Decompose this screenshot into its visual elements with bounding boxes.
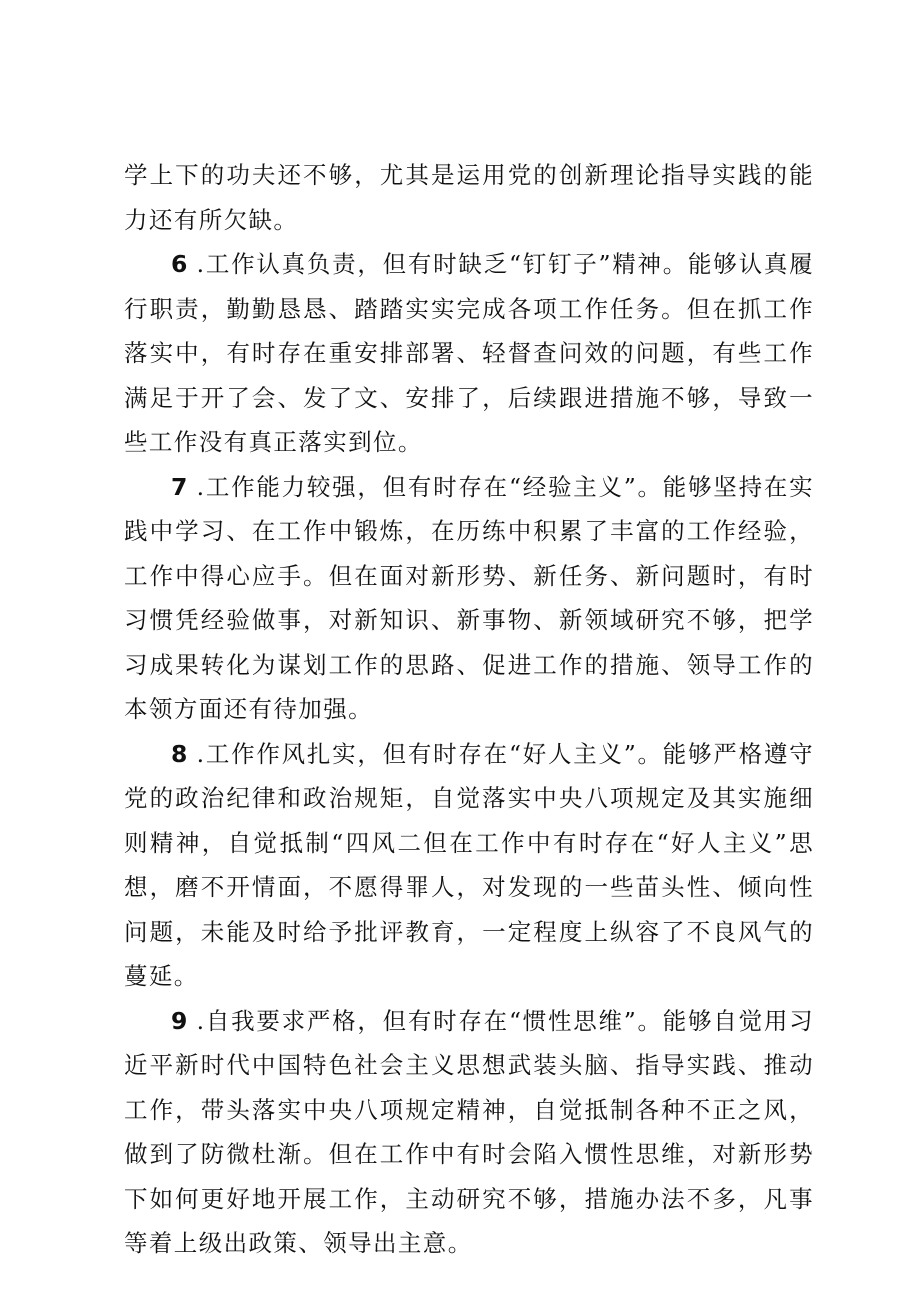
paragraph-item-6 (124, 242, 814, 465)
item-number: 8 (171, 739, 188, 768)
paragraph-text: .自我要求严格，但有时存在“惯性思维”。能够自觉用习近平新时代中国特色社会主义思想武装头脑、指导实践、推动工作，带头落实中央八项规定精神，自觉抵制各种不正之风，做到了防微杜渐。但在工作中有时会陷入惯性思维，对新形势下如何更好地开展工作，主动研究不够，措施办法不多，凡事等着上级出政策、领导出主意。 (124, 1006, 814, 1257)
document-page (124, 153, 814, 1266)
item-number: 6 (171, 250, 188, 278)
paragraph-text: .工作能力较强，但有时存在“经验主义”。能够坚持在实践中学习、在工作中锻炼，在历练中积累了丰富的工作经验，工作中得心应手。但在面对新形势、新任务、新问题时，有时习惯凭经验做事，对新知识、新事物、新领域研究不够，把学习成果转化为谋划工作的思路、促进工作的措施、领导工作的本领方面还有待加强。 (124, 472, 814, 723)
paragraph-text: .工作作风扎实，但有时存在“好人主义”。能够严格遵守党的政治纪律和政治规矩，自觉落实中央八项规定及其实施细则精神，自觉抵制“四风二但在工作中有时存在“好人主义”思想，磨不开情面，不愿得罪人，对发现的一些苗头性、倾向性问题，未能及时给予批评教育，一定程度上纵容了不良风气的蔓延。 (124, 739, 814, 990)
paragraph-item-9 (124, 999, 814, 1266)
paragraph-continuation (124, 153, 814, 242)
paragraph-item-7 (124, 465, 814, 732)
item-number: 9 (171, 1006, 188, 1035)
paragraph-item-8 (124, 732, 814, 999)
item-number: 7 (171, 472, 188, 501)
paragraph-text: .工作认真负责，但有时缺乏“钉钉子”精神。能够认真履行职责，勤勤恳恳、踏踏实实完成各项工作任务。但在抓工作落实中，有时存在重安排部署、轻督查问效的问题，有些工作满足于开了会、发了文、安排了，后续跟进措施不够，导致一些工作没有真正落实到位。 (124, 250, 814, 456)
paragraph-text: 学上下的功夫还不够，尤其是运用党的创新理论指导实践的能力还有所欠缺。 (124, 161, 814, 234)
